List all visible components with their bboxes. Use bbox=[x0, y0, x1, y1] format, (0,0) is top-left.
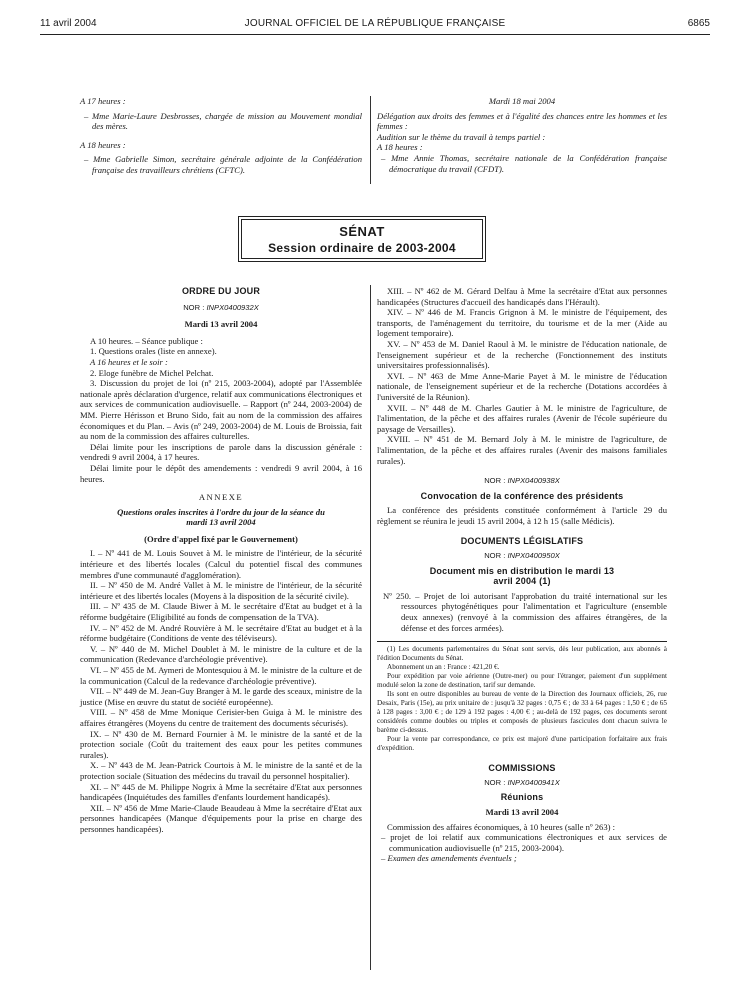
banner-title: SÉNAT bbox=[339, 224, 385, 239]
commission-name: Commission des affaires économiques, à 10 heures (salle nº 263) : bbox=[387, 821, 616, 832]
question-item: XII. – Nº 456 de Mme Marie-Claude Beaudeau à Mme la secrétaire d'Etat aux personnes handicapées (Manque d'équipements pour la prise en charge des personnes handicapées). bbox=[80, 802, 362, 834]
banner-subtitle: Session ordinaire de 2003-2004 bbox=[268, 241, 456, 255]
question-list bbox=[377, 286, 667, 466]
convocation-heading: Convocation de la conférence des présidents bbox=[420, 490, 624, 501]
nor-reference: NOR : INPX0400938X bbox=[484, 476, 560, 486]
main-column-divider bbox=[370, 285, 371, 970]
question-item: III. – Nº 435 de M. Claude Biwer à M. le secrétaire d'Etat au budget et à la réforme budgétaire (Eligibilité au fonds de compensation de la TVA). bbox=[80, 601, 362, 623]
meeting-date: Mardi 13 avril 2004 bbox=[485, 807, 559, 817]
meeting-date: Mardi 18 mai 2004 bbox=[488, 96, 556, 106]
agenda-line: 1. Questions orales (liste en annexe). bbox=[90, 346, 217, 357]
question-item: IV. – Nº 452 de M. André Rouvière à M. le secrétaire d'Etat au budget et à la réforme budgétaire (Conditions de vente des téléviseurs). bbox=[80, 622, 362, 644]
question-item: XI. – Nº 445 de M. Philippe Nogrix à Mme la secrétaire d'Etat aux personnes handicapées (Inquiétudes des familles d'enfants lourdement handicapés). bbox=[80, 781, 362, 803]
question-item: V. – Nº 440 de M. Michel Doublet à M. le ministre de la culture et de la communication (Redevance d'archéologie préventive). bbox=[80, 643, 362, 665]
header-date: 11 avril 2004 bbox=[40, 18, 97, 29]
annexe-heading: ANNEXE bbox=[198, 492, 244, 503]
question-item: XVII. – Nº 448 de M. Charles Gautier à M. le ministre de l'agriculture, de l'alimentation, de la pêche et des affaires rurales (Avenir de l'école supérieure du paysage de Versailles). bbox=[377, 402, 667, 434]
right-main-column bbox=[377, 286, 667, 864]
session-date: Mardi 13 avril 2004 bbox=[184, 319, 258, 330]
header-rule bbox=[40, 34, 710, 35]
commissions-heading: COMMISSIONS bbox=[488, 763, 556, 774]
question-item: VI. – Nº 455 de M. Aymeri de Montesquiou à M. le ministre de la culture et de la communication (Calcul de la redevance d'archéologie préventive). bbox=[80, 665, 362, 686]
question-item: XIV. – Nº 446 de M. Francis Grignon à M. le ministre de l'équipement, des transports, de l'aménagement du territoire, du tourisme et de la mer (Aide au logement temporaire). bbox=[377, 307, 667, 339]
reunions-heading: Réunions bbox=[500, 792, 544, 803]
convocation-text: La conférence des présidents constituée conformément à l'article 29 du règlement se réunira le jeudi 15 avril 2004, à 12 h 15 (salle Médicis). bbox=[377, 505, 667, 526]
footnote: Pour la vente par correspondance, ce prix est majoré d'une participation forfaitaire aux frais d'expédition. bbox=[377, 735, 667, 753]
question-item: XV. – Nº 453 de M. Daniel Raoul à M. le ministre de l'éducation nationale, de l'enseignement supérieur et de la recherche (Fonctionnement des instituts universitaires professionnalisés). bbox=[377, 338, 667, 371]
top-left-column bbox=[80, 96, 362, 176]
time-label: A 17 heures : bbox=[80, 96, 126, 106]
question-item: II. – Nº 450 de M. André Vallet à M. le ministre de l'intérieur, de la sécurité intérieure et des libertés locales (Moyens à la disposition de la sécurité civile). bbox=[80, 580, 362, 601]
annexe-subtitle: Questions orales inscrites à l'ordre du jour de la séance du mardi 13 avril 2004 bbox=[117, 506, 325, 528]
nor-reference: NOR : INPX0400932X bbox=[183, 302, 259, 312]
time-label: A 18 heures : bbox=[80, 139, 126, 150]
question-item: I. – Nº 441 de M. Louis Souvet à M. le ministre de l'intérieur, de la sécurité intérieure et des libertés locales (Calcul du potentiel fiscal des communes membres d'une communauté d'agglomération). bbox=[80, 548, 362, 580]
header-page-number: 6865 bbox=[687, 18, 710, 29]
ordre-appel: (Ordre d'appel fixé par le Gouvernement) bbox=[144, 533, 298, 544]
commission-item: – projet de loi relatif aux communications électroniques et aux services de communication audiovisuelle (nº 215, 2003-2004). bbox=[381, 832, 667, 853]
ordre-du-jour-heading: ORDRE DU JOUR bbox=[181, 286, 261, 296]
question-item: VIII. – Nº 458 de Mme Monique Cerisier-ben Guiga à M. le ministre des affaires étrangères (Moyens du centre de traitement des documents sécurisés). bbox=[80, 707, 362, 728]
question-item: XVIII. – Nº 451 de M. Bernard Joly à M. le ministre de l'agriculture, de l'alimentation, de la pêche et des affaires rurales (Avenir des maisons familiales rurales). bbox=[377, 434, 667, 466]
question-item: X. – Nº 443 de M. Jean-Patrick Courtois à M. le ministre de la santé et de la protection sociale (Situation des médecins du travail du personnel hospitalier). bbox=[80, 760, 362, 781]
footnote: (1) Les documents parlementaires du Sénat sont servis, dès leur publication, aux abonnés à l'édition Documents du Sénat. bbox=[377, 645, 667, 663]
footnote: Abonnement un an : France : 421,20 €. bbox=[387, 663, 500, 672]
agenda-line: 2. Eloge funèbre de Michel Pelchat. bbox=[90, 367, 214, 378]
document-item: Nº 250. – Projet de loi autorisant l'approbation du traité international sur les ressources phytogénétiques pour l'alimentation et l'agriculture (ensemble deux annexes) (renvoyé à la commission des affaires étrangères, de la défense et des forces armées). bbox=[383, 590, 667, 633]
commission-item: – Examen des amendements éventuels ; bbox=[381, 853, 517, 864]
audition-topic: Audition sur le thème du travail à temps partiel : bbox=[377, 131, 546, 142]
delegation-title: Délégation aux droits des femmes et à l'égalité des chances entre les hommes et les femmes : bbox=[377, 110, 667, 132]
time-label: A 18 heures : bbox=[377, 142, 423, 153]
question-item: XIII. – Nº 462 de M. Gérard Delfau à Mme la secrétaire d'Etat aux personnes handicapées (Structures d'accueil des handicapés dans l'Hérault). bbox=[377, 286, 667, 307]
left-main-column bbox=[80, 286, 362, 835]
footnote: Ils sont en outre disponibles au bureau de vente de la Direction des Journaux officiels, 26, rue Desaix, Paris (15e), au prix unitaire de : jusqu'à 32 pages : 0,75 € ; de 33 à 64 pages : 1,50 € ; de 65 à 128 pages : 3,00 € ; de 129 à 192 pages : 4,00 € ; au-delà de 192 pages, ces documents seront considérés comme doubles ou triples et composés de plusieurs fascicules dont chacun suivra le barème ci-dessus. bbox=[377, 690, 667, 735]
agenda-line: A 10 heures. – Séance publique : bbox=[90, 335, 203, 346]
question-list bbox=[80, 548, 362, 834]
page-header bbox=[40, 18, 710, 34]
agenda-line: 3. Discussion du projet de loi (nº 215, 2003-2004), adopté par l'Assemblée nationale après déclaration d'urgence, relatif aux communications électroniques et aux services de communication audiovisuelle. – Rapport (nº 244, 2003-2004) de MM. Pierre Hérisson et Bruno Sido, fait au nom de la commission des affaires économiques et du Plan. – Avis (nº 249, 2003-2004) de M. Louis de Broissia, fait au nom de la commission des affaires culturelles. bbox=[80, 378, 362, 442]
senat-banner bbox=[238, 216, 486, 262]
audition-item: – Mme Marie-Laure Desbrosses, chargée de mission au Mouvement mondial des mères. bbox=[84, 110, 362, 132]
top-right-column bbox=[377, 96, 667, 174]
agenda-line: A 16 heures et le soir : bbox=[90, 356, 168, 367]
top-column-divider bbox=[370, 96, 371, 184]
header-journal-title: JOURNAL OFFICIEL DE LA RÉPUBLIQUE FRANÇAISE bbox=[244, 18, 506, 29]
document-distribution-heading: Document mis en distribution le mardi 13 avril 2004 (1) bbox=[429, 565, 615, 587]
question-item: XVI. – Nº 463 de Mme Anne-Marie Payet à M. le ministre de l'éducation nationale, de l'enseignement supérieur et de la recherche (Dotations accordées à l'université de la Réunion). bbox=[377, 370, 667, 402]
footnote-rule bbox=[377, 641, 667, 642]
footnote: Pour expédition par voie aérienne (Outre-mer) ou pour l'étranger, paiement d'un supplément modulé selon la zone de destination, tarif sur demande. bbox=[377, 672, 667, 690]
nor-reference: NOR : INPX0400950X bbox=[484, 551, 560, 561]
audition-item: – Mme Gabrielle Simon, secrétaire générale adjointe de la Confédération française des travailleurs chrétiens (CFTC). bbox=[84, 154, 362, 175]
documents-heading: DOCUMENTS LÉGISLATIFS bbox=[460, 536, 584, 547]
question-item: IX. – Nº 430 de M. Bernard Fournier à M. le ministre de la santé et de la protection sociale (Coût du traitement des eaux pour les petites communes rurales). bbox=[80, 728, 362, 760]
deadline-note: Délai limite pour le dépôt des amendements : vendredi 9 avril 2004, à 16 heures. bbox=[80, 462, 362, 484]
footnotes bbox=[377, 645, 667, 753]
question-item: VII. – Nº 449 de M. Jean-Guy Branger à M. le garde des sceaux, ministre de la justice (Mise en œuvre du statut de société européenne). bbox=[80, 686, 362, 707]
nor-reference: NOR : INPX0400941X bbox=[484, 777, 560, 787]
deadline-note: Délai limite pour les inscriptions de parole dans la discussion générale : vendredi 9 avril 2004, à 17 heures. bbox=[80, 441, 362, 463]
audition-item: – Mme Annie Thomas, secrétaire nationale de la Confédération française démocratique du travail (CFDT). bbox=[381, 152, 667, 174]
